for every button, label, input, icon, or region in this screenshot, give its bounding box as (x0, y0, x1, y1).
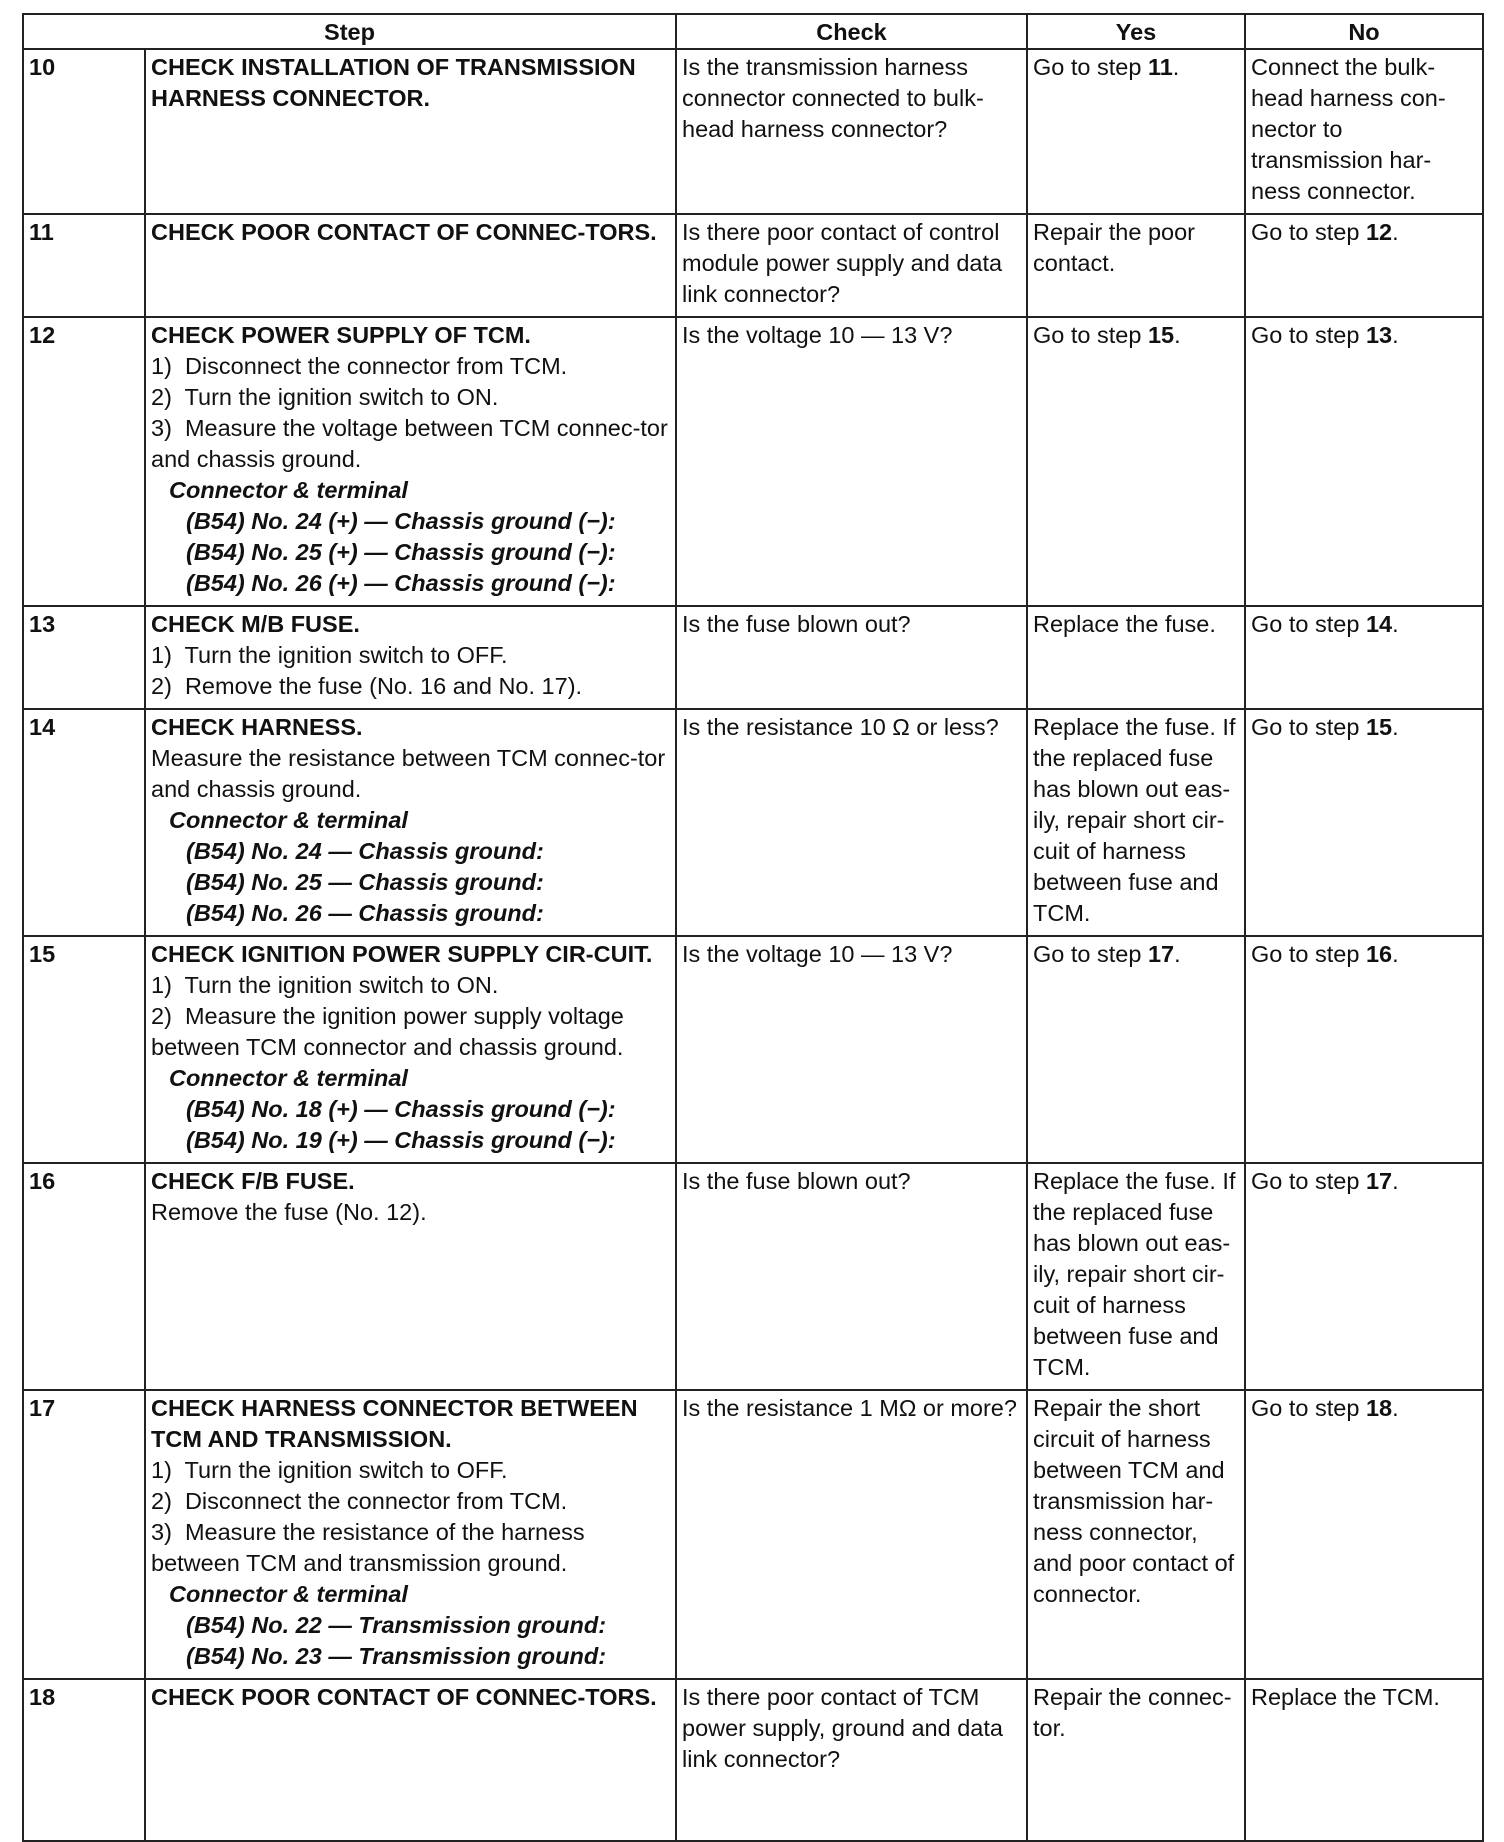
diagnostic-table (22, 13, 1484, 1842)
connector-terminal-label: Connector & terminal (169, 477, 408, 503)
step-number: 18 (23, 1679, 145, 1841)
yes-action (1027, 606, 1245, 709)
check-question: Is the fuse blown out? (676, 606, 1027, 709)
no-action-text: Go to step (1251, 322, 1366, 348)
no-action (1245, 606, 1483, 709)
table-row (23, 49, 1483, 214)
yes-action-text: Replace the fuse. (1033, 611, 1216, 637)
no-action-text: Go to step (1251, 1168, 1366, 1194)
step-title: CHECK POOR CONTACT OF CONNEC-TORS. (151, 1684, 657, 1710)
terminal-spec: (B54) No. 18 (+) — Chassis ground (−): (186, 1096, 616, 1122)
no-action-tail: . (1392, 611, 1399, 637)
step-description (145, 317, 676, 606)
no-step-ref: 12 (1365, 219, 1393, 245)
no-action-text: Connect the bulk-head harness con-nector to transmission har-ness connector. (1251, 54, 1446, 204)
no-step-ref: 16 (1365, 941, 1393, 967)
step-number: 10 (23, 49, 145, 214)
step-description (145, 606, 676, 709)
no-action (1245, 1163, 1483, 1390)
check-question: Is there poor contact of TCM power supply, ground and data link connector? (676, 1679, 1027, 1841)
step-title: CHECK HARNESS. (151, 714, 363, 740)
step-instruction: 3) Measure the resistance of the harness between TCM and transmission ground. (151, 1519, 592, 1576)
step-instruction: 1) Turn the ignition switch to ON. (151, 972, 499, 998)
no-step-ref: 17 (1365, 1168, 1393, 1194)
check-question: Is the transmission harness connector connected to bulk-head harness connector? (676, 49, 1027, 214)
terminal-spec: (B54) No. 24 (+) — Chassis ground (−): (186, 508, 616, 534)
no-action-text: Go to step (1251, 941, 1366, 967)
no-action-tail: . (1392, 322, 1399, 348)
step-number: 11 (23, 214, 145, 317)
header-no: No (1245, 14, 1483, 49)
step-instruction: 1) Turn the ignition switch to OFF. (151, 642, 508, 668)
no-action-tail: . (1392, 714, 1399, 740)
yes-action (1027, 317, 1245, 606)
step-instruction: 3) Measure the voltage between TCM connec-tor and chassis ground. (151, 415, 675, 472)
step-instruction: 2) Remove the fuse (No. 16 and No. 17). (151, 673, 583, 699)
terminal-spec: (B54) No. 25 (+) — Chassis ground (−): (186, 539, 616, 565)
yes-action-text: Repair the short circuit of harness between TCM and transmission har-ness connector, and poor contact of connector. (1033, 1395, 1235, 1607)
step-number: 17 (23, 1390, 145, 1679)
yes-action (1027, 49, 1245, 214)
step-instruction: 2) Measure the ignition power supply voltage between TCM connector and chassis ground. (151, 1003, 631, 1060)
no-action (1245, 709, 1483, 936)
step-instruction: 2) Turn the ignition switch to ON. (151, 384, 499, 410)
check-question: Is there poor contact of control module power supply and data link connector? (676, 214, 1027, 317)
yes-step-ref: 15 (1147, 322, 1175, 348)
no-action-text: Go to step (1251, 611, 1366, 637)
yes-action (1027, 1163, 1245, 1390)
connector-terminal-label: Connector & terminal (169, 1581, 408, 1607)
terminal-spec: (B54) No. 22 — Transmission ground: (186, 1612, 607, 1638)
terminal-spec: (B54) No. 26 — Chassis ground: (186, 900, 544, 926)
yes-action-text: Repair the poor contact. (1033, 219, 1195, 276)
no-action-tail: . (1392, 941, 1399, 967)
yes-action-tail: . (1172, 54, 1180, 80)
no-action (1245, 936, 1483, 1163)
yes-action (1027, 936, 1245, 1163)
no-action (1245, 1679, 1483, 1841)
no-action (1245, 49, 1483, 214)
yes-action-tail: . (1174, 322, 1181, 348)
no-step-ref: 13 (1365, 322, 1393, 348)
yes-action-text: Repair the connec-tor. (1033, 1684, 1232, 1741)
step-number: 15 (23, 936, 145, 1163)
table-row (23, 936, 1483, 1163)
no-action-tail: . (1392, 1395, 1399, 1421)
table-row (23, 1679, 1483, 1841)
yes-action-text: Go to step (1033, 54, 1148, 80)
no-action-text: Go to step (1251, 1395, 1366, 1421)
yes-action-tail: . (1174, 941, 1181, 967)
header-row (23, 14, 1483, 49)
step-number: 12 (23, 317, 145, 606)
yes-action (1027, 709, 1245, 936)
connector-terminal-label: Connector & terminal (169, 1065, 408, 1091)
step-title: CHECK INSTALLATION OF TRANSMISSION HARNESS CONNECTOR. (151, 54, 636, 111)
no-action-tail: . (1392, 219, 1399, 245)
check-question: Is the resistance 1 MΩ or more? (676, 1390, 1027, 1679)
header-step: Step (23, 14, 676, 49)
yes-action-text: Replace the fuse. If the replaced fuse has blown out eas-ily, repair short cir-cuit of harness between fuse and TCM. (1033, 714, 1236, 926)
terminal-spec: (B54) No. 19 (+) — Chassis ground (−): (186, 1127, 616, 1153)
yes-action-text: Go to step (1033, 322, 1148, 348)
no-action (1245, 317, 1483, 606)
table-row (23, 1163, 1483, 1390)
step-title: CHECK IGNITION POWER SUPPLY CIR-CUIT. (151, 941, 653, 967)
table-row (23, 214, 1483, 317)
yes-action-text: Go to step (1033, 941, 1148, 967)
step-description (145, 49, 676, 214)
step-number: 14 (23, 709, 145, 936)
yes-action (1027, 1679, 1245, 1841)
yes-action-text: Replace the fuse. If the replaced fuse has blown out eas-ily, repair short cir-cuit of harness between fuse and TCM. (1033, 1168, 1236, 1380)
table-row (23, 709, 1483, 936)
no-action-text: Go to step (1251, 219, 1366, 245)
step-instruction: 1) Disconnect the connector from TCM. (151, 353, 568, 379)
terminal-spec: (B54) No. 24 — Chassis ground: (186, 838, 544, 864)
step-description (145, 936, 676, 1163)
check-question: Is the resistance 10 Ω or less? (676, 709, 1027, 936)
no-step-ref: 14 (1365, 611, 1393, 637)
check-question: Is the fuse blown out? (676, 1163, 1027, 1390)
step-title: CHECK POWER SUPPLY OF TCM. (151, 322, 531, 348)
no-action-text: Go to step (1251, 714, 1366, 740)
step-instruction: 1) Turn the ignition switch to OFF. (151, 1457, 508, 1483)
yes-step-ref: 11 (1147, 54, 1173, 80)
yes-action (1027, 214, 1245, 317)
step-description (145, 1390, 676, 1679)
header-yes: Yes (1027, 14, 1245, 49)
step-description (145, 214, 676, 317)
yes-action (1027, 1390, 1245, 1679)
step-description (145, 1679, 676, 1841)
no-action-text: Replace the TCM. (1251, 1684, 1440, 1710)
step-instruction: Remove the fuse (No. 12). (151, 1199, 427, 1225)
check-question: Is the voltage 10 — 13 V? (676, 317, 1027, 606)
step-title: CHECK HARNESS CONNECTOR BETWEEN TCM AND TRANSMISSION. (151, 1395, 638, 1452)
step-description (145, 709, 676, 936)
no-action (1245, 1390, 1483, 1679)
step-number: 16 (23, 1163, 145, 1390)
terminal-spec: (B54) No. 23 — Transmission ground: (186, 1643, 607, 1669)
no-step-ref: 18 (1365, 1395, 1393, 1421)
step-title: CHECK F/B FUSE. (151, 1168, 355, 1194)
step-instruction: Measure the resistance between TCM connec-tor and chassis ground. (151, 745, 672, 802)
yes-step-ref: 17 (1147, 941, 1175, 967)
step-instruction: 2) Disconnect the connector from TCM. (151, 1488, 568, 1514)
terminal-spec: (B54) No. 26 (+) — Chassis ground (−): (186, 570, 616, 596)
step-description (145, 1163, 676, 1390)
connector-terminal-label: Connector & terminal (169, 807, 408, 833)
table-body (23, 49, 1483, 1841)
no-action (1245, 214, 1483, 317)
table-row (23, 1390, 1483, 1679)
step-number: 13 (23, 606, 145, 709)
step-title: CHECK M/B FUSE. (151, 611, 360, 637)
step-title: CHECK POOR CONTACT OF CONNEC-TORS. (151, 219, 657, 245)
table-row (23, 606, 1483, 709)
table-row (23, 317, 1483, 606)
header-check: Check (676, 14, 1027, 49)
no-step-ref: 15 (1365, 714, 1393, 740)
check-question: Is the voltage 10 — 13 V? (676, 936, 1027, 1163)
no-action-tail: . (1392, 1168, 1399, 1194)
terminal-spec: (B54) No. 25 — Chassis ground: (186, 869, 544, 895)
